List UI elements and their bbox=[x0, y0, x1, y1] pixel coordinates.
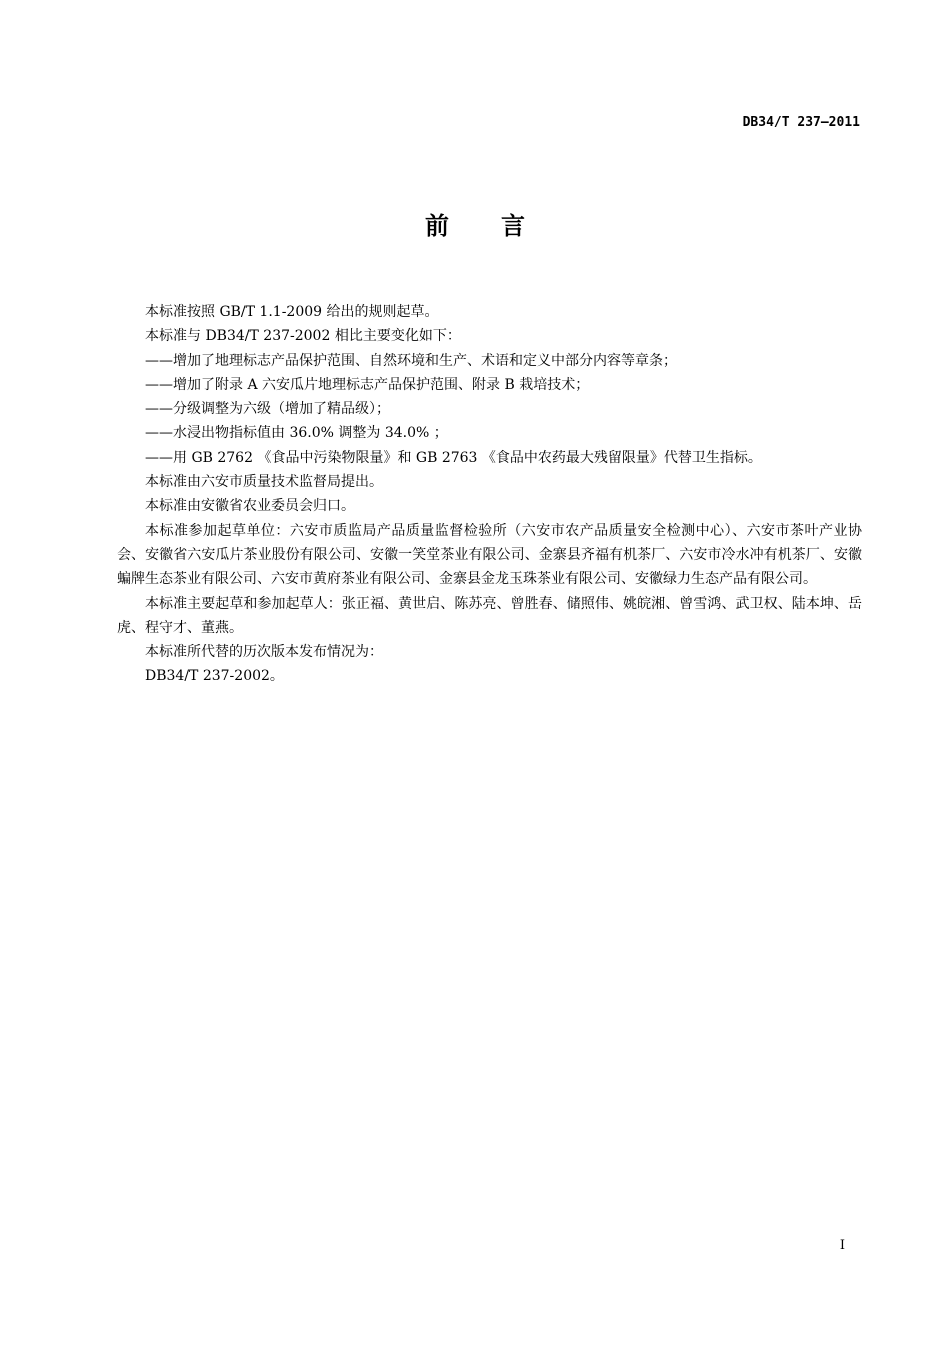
change-item: ——增加了地理标志产品保护范围、自然环境和生产、术语和定义中部分内容等章条； bbox=[145, 352, 677, 369]
page-number: I bbox=[839, 1238, 845, 1253]
foreword-body bbox=[117, 300, 862, 689]
paragraph-history-version: DB34/T 237-2002。 bbox=[145, 668, 284, 685]
change-item: ——增加了附录 A 六安瓜片地理标志产品保护范围、附录 B 栽培技术； bbox=[145, 376, 590, 393]
paragraph-changes-intro: 本标准与 DB34/T 237-2002 相比主要变化如下： bbox=[145, 328, 461, 345]
paragraph-responsible: 本标准由安徽省农业委员会归口。 bbox=[145, 498, 355, 515]
change-item: ——用 GB 2762 《食品中污染物限量》和 GB 2763 《食品中农药最大残留限量》代替卫生指标。 bbox=[145, 449, 762, 466]
paragraph-history-intro: 本标准所代替的历次版本发布情况为： bbox=[145, 644, 383, 661]
page-title: 前言 bbox=[425, 212, 577, 240]
paragraph-drafting-rules: 本标准按照 GB/T 1.1-2009 给出的规则起草。 bbox=[145, 304, 439, 320]
change-item: ——分级调整为六级（增加了精品级）； bbox=[145, 401, 390, 418]
paragraph-drafting-units: 本标准参加起草单位：六安市质监局产品质量监督检验所（六安市农产品质量安全检测中心）、六安市茶叶产业协会、安徽省六安瓜片茶业股份有限公司、安徽一笑堂茶业有限公司、金寨县齐福有机茶厂、六安市冷水冲有机茶厂、安徽蝙牌生态茶业有限公司、六安市黄府茶业有限公司、金寨县金龙玉珠茶业有限公司、安徽绿力生态产品有限公司。 bbox=[117, 522, 862, 588]
change-item: ——水浸出物指标值由 36.0% 调整为 34.0% ； bbox=[145, 425, 448, 442]
document-code: DB34/T 237—2011 bbox=[742, 115, 860, 130]
paragraph-proposer: 本标准由六安市质量技术监督局提出。 bbox=[145, 474, 383, 491]
paragraph-drafters: 本标准主要起草和参加起草人：张正福、黄世启、陈苏亮、曾胜春、储照伟、姚皖湘、曾雪鸿、武卫权、陆本坤、岳虎、程守才、董燕。 bbox=[117, 595, 862, 636]
